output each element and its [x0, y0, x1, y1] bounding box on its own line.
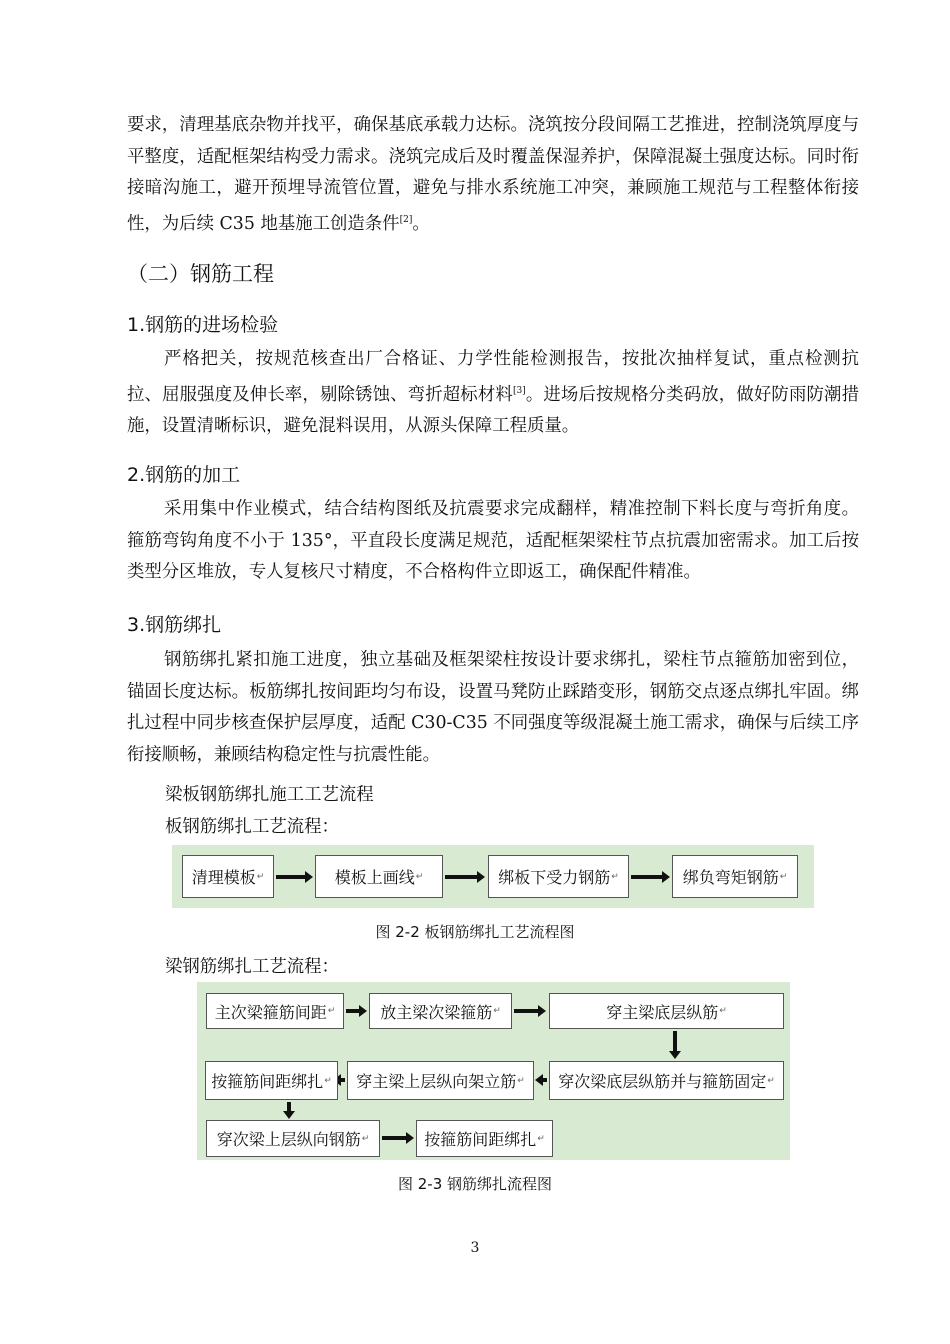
slab-flowchart [172, 845, 814, 908]
paragraph-mark: ↵ [256, 871, 265, 882]
beam-step-7-label: 穿次梁上层纵向钢筋 [216, 1130, 361, 1149]
slab-step-2-label: 模板上画线 [334, 868, 415, 887]
slab-flow-label: 板钢筋绑扎工艺流程： [165, 817, 339, 837]
inspection-paragraph [127, 344, 859, 443]
process-title: 梁板钢筋绑扎施工工艺流程 [165, 785, 374, 805]
arrow-left-icon [340, 1078, 345, 1082]
slab-step-3 [488, 855, 629, 898]
beam-step-3 [549, 993, 784, 1029]
section-heading: （二）钢筋工程 [127, 262, 274, 286]
citation-ref: [3] [512, 385, 526, 396]
beam-step-7 [206, 1120, 380, 1157]
arrow-left-icon [542, 1078, 547, 1082]
paragraph-mark: ↵ [415, 871, 424, 882]
paragraph-mark: ↵ [517, 1075, 525, 1086]
beam-figure-caption: 图 2-3 钢筋绑扎流程图 [397, 1175, 553, 1193]
slab-step-4 [672, 855, 798, 898]
paragraph-mark: ↵ [361, 1133, 370, 1144]
beam-step-5-label: 穿主梁上层纵向架立筋 [356, 1072, 517, 1091]
arrow-right-icon [276, 875, 306, 879]
beam-step-4-label: 穿次梁底层纵筋并与箍筋固定 [558, 1072, 767, 1091]
beam-step-4 [549, 1061, 784, 1100]
paragraph-mark: ↵ [537, 1133, 545, 1144]
beam-step-8 [416, 1120, 553, 1157]
slab-step-3-label: 绑板下受力钢筋 [498, 868, 611, 887]
slab-step-1-label: 清理模板 [191, 868, 256, 887]
paragraph-mark: ↵ [611, 871, 619, 882]
beam-step-1-label: 主次梁箍筋间距 [214, 1002, 327, 1022]
paragraph-mark: ↵ [327, 1006, 336, 1016]
arrow-right-icon [631, 875, 663, 879]
paragraph-mark: ↵ [493, 1006, 501, 1016]
arrow-right-icon [346, 1009, 360, 1013]
beam-step-8-label: 按箍筋间距绑扎 [424, 1130, 537, 1149]
subsection-heading-inspection: 1.钢筋的进场检验 [127, 314, 279, 336]
page-number: 3 [470, 1240, 480, 1256]
beam-step-6-label: 按箍筋间距绑扎 [211, 1072, 324, 1091]
arrow-right-icon [514, 1009, 539, 1013]
slab-step-4-label: 绑负弯矩钢筋 [682, 868, 779, 887]
slab-step-2 [315, 855, 443, 898]
slab-figure-caption: 图 2-2 板钢筋绑扎工艺流程图 [375, 923, 575, 941]
beam-flow-label: 梁钢筋绑扎工艺流程： [165, 957, 339, 977]
inspection-text: 严格把关，按规范核查出厂合格证、力学性能检测报告，按批次抽样复试，重点检测抗拉、屈服强度及伸长率，剔除锈蚀、弯折超标材料 [127, 349, 859, 405]
paragraph-mark: ↵ [767, 1075, 775, 1086]
subsection-heading-binding: 3.钢筋绑扎 [127, 614, 222, 636]
subsection-heading-processing: 2.钢筋的加工 [127, 464, 241, 486]
paragraph-mark: ↵ [779, 871, 788, 882]
intro-text-end: 。 [412, 213, 430, 234]
arrow-down-icon [287, 1102, 291, 1112]
slab-step-1 [182, 855, 274, 898]
intro-paragraph [127, 110, 859, 240]
arrow-down-icon [673, 1031, 677, 1052]
beam-flowchart [197, 982, 790, 1160]
beam-step-1 [206, 993, 344, 1029]
citation-ref: [2] [399, 214, 413, 225]
inspection-text-end: 。进场后按规格分类码放，做好防雨防潮措施，设置清晰标识，避免混料误用，从源头保障工程质量。 [127, 384, 859, 436]
arrow-right-icon [445, 875, 478, 879]
paragraph-mark: ↵ [324, 1075, 332, 1086]
processing-paragraph: 采用集中作业模式，结合结构图纸及抗震要求完成翻样，精准控制下料长度与弯折角度。箍筋弯钩角度不小于 135°，平直段长度满足规范，适配框架梁柱节点抗震加密需求。加工后按类型分区堆放，专人复核尺寸精度，不合格构件立即返工，确保配件精准。 [127, 499, 859, 582]
beam-step-3-label: 穿主梁底层纵筋 [606, 1002, 719, 1022]
beam-step-2 [369, 993, 512, 1029]
paragraph-mark: ↵ [719, 1006, 727, 1016]
binding-paragraph: 钢筋绑扎紧扣施工进度，独立基础及框架梁柱按设计要求绑扎，梁柱节点箍筋加密到位，锚固长度达标。板筋绑扎按间距均匀布设，设置马凳防止踩踏变形，钢筋交点逐点绑扎牢固。绑扎过程中同步核查保护层厚度，适配 C30-C35 不同强度等级混凝土施工需求，确保与后续工序衔接顺畅，兼顾结构稳定性与抗震性能。 [127, 650, 859, 765]
beam-step-5 [347, 1061, 534, 1100]
beam-step-6 [205, 1061, 338, 1100]
beam-step-2-label: 放主梁次梁箍筋 [380, 1002, 493, 1022]
arrow-right-icon [382, 1136, 407, 1140]
intro-text: 要求，清理基底杂物并找平，确保基底承载力达标。浇筑按分段间隔工艺推进，控制浇筑厚度与平整度，适配框架结构受力需求。浇筑完成后及时覆盖保湿养护，保障混凝土强度达标。同时衔接暗沟施工，避开预埋导流管位置，避免与排水系统施工冲突，兼顾施工规范与工程整体衔接性，为后续 C35 地基施工创造条件 [127, 115, 859, 234]
